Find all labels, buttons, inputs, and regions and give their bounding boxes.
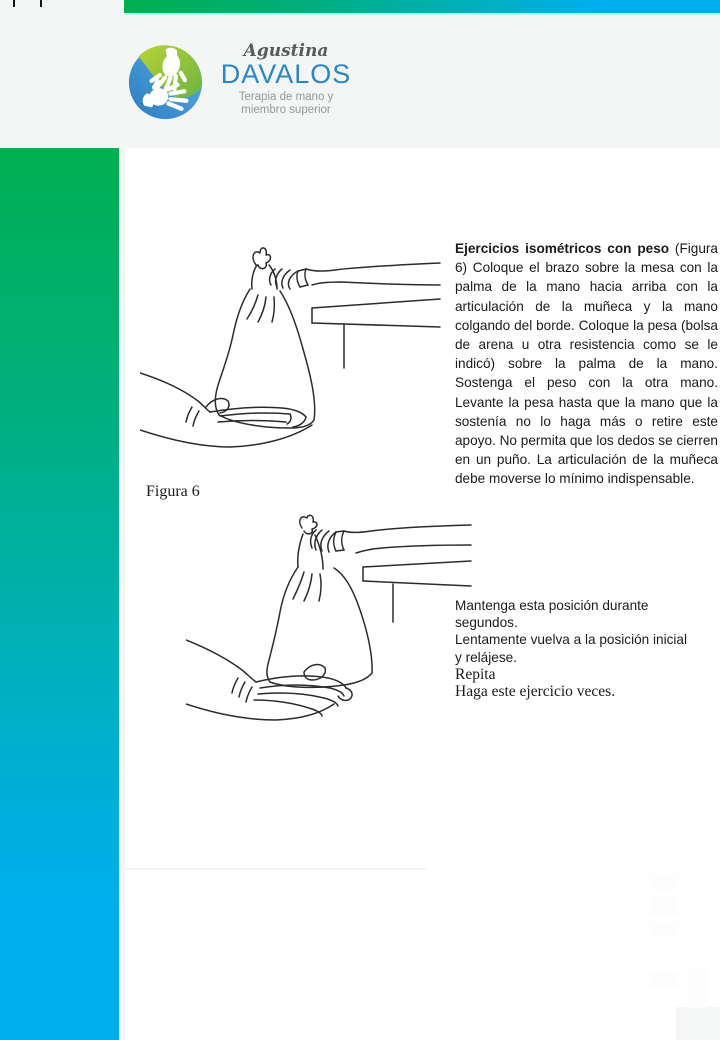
scan-artifact [650, 922, 678, 936]
figure-caption: Figura 6 [146, 483, 200, 500]
top-accent-bar [124, 0, 720, 15]
left-accent-bar [0, 148, 119, 1040]
table-top-edge [312, 299, 440, 308]
clinic-logo [127, 42, 357, 124]
instruction-line: Repita [455, 665, 496, 683]
instruction-line: Mantenga esta posición durante [455, 598, 649, 613]
scan-artifact [650, 896, 678, 916]
top-gray-band [0, 0, 720, 148]
logo-text [215, 42, 357, 117]
exercise-description [455, 239, 718, 489]
instruction-line: Haga este ejercicio veces. [455, 683, 616, 701]
logo-brand-name: DAVALOS [220, 59, 352, 89]
bottom-right-gray-block [676, 1007, 720, 1040]
exercise-title-figure-ref: (Figura 6) [455, 241, 718, 276]
logo-script-name: Agustina [243, 41, 329, 61]
exercise-instructions [455, 597, 717, 700]
exercise-paragraph: Coloque el brazo sobre la mesa con la palma de la mano hacia arriba con la articulación de la muñeca y la mano colgando del borde. Coloque la pesa (bolsa de arena u otra resistencia como se le indicó) sobre la palma de la mano. Sostenga el peso con la otra mano. Levante la pesa hasta que la mano que la sostenía no lo haga más o retire este apoyo. No permita que los dedos se cierren en un puño. La articulación de la muñeca debe moverse lo mínimo indispensable. [455, 260, 718, 487]
registration-tick-2 [40, 0, 42, 7]
instruction-line: segundos. [455, 615, 518, 631]
hands-circle-logo-icon [127, 44, 204, 121]
faint-divider-line [122, 868, 426, 870]
left-accent-bar-edge [119, 148, 125, 1040]
registration-tick-1 [13, 0, 15, 7]
figure-2-illustration [186, 512, 474, 727]
figure-1-illustration [140, 225, 442, 480]
instruction-line: y relájese. [455, 649, 517, 665]
logo-tagline: Terapia de mano y miembro superior [238, 91, 334, 116]
scan-artifact [650, 971, 678, 987]
instruction-line: Lentamente vuelva a la posición inicial [455, 632, 687, 648]
scan-artifact [650, 874, 678, 890]
scan-artifact [687, 968, 707, 1008]
exercise-title: Ejercicios isométricos con peso [455, 241, 670, 256]
